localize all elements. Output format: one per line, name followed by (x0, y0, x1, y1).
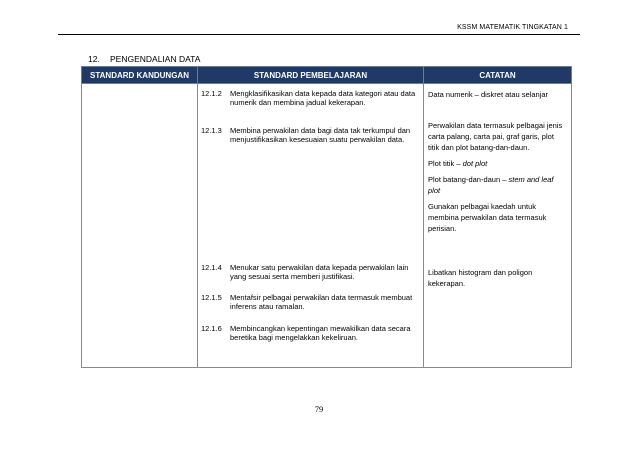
table-header-row (82, 67, 572, 84)
standards-table (81, 66, 572, 368)
sp-code: 12.1.5 (201, 293, 222, 302)
sp-text: Membina perwakilan data bagi data tak terkumpul dan menjustifikasikan kesesuaian suatu perwakilan data. (230, 126, 411, 145)
catatan-note-italic: dot plot (462, 159, 488, 168)
catatan-note-italic: stem and leaf plot (428, 175, 554, 195)
sp-text: Mengklasifikasikan data kepada data kategori atau data numerik dan membina jadual kekerapan. (230, 89, 416, 108)
page-number: 79 (314, 404, 324, 414)
header-standard-pembelajaran: STANDARD PEMBELAJARAN (198, 67, 424, 84)
sp-text: Membincangkan kepentingan mewakilkan data secara beretika bagi mengelakkan kekeliruan. (230, 324, 411, 343)
catatan-note-text: Plot batang-dan-daun – (428, 175, 509, 184)
catatan-note (428, 158, 567, 169)
sp-item-12-1-3 (198, 126, 423, 263)
catatan-note: Libatkan histogram dan poligon kekerapan. (428, 268, 533, 288)
header-rule (58, 34, 580, 35)
header-standard-kandungan: STANDARD KANDUNGAN (82, 67, 198, 84)
standard-pembelajaran-cell (198, 84, 424, 368)
section-title (88, 54, 200, 64)
sp-code: 12.1.2 (201, 89, 222, 98)
sp-item-12-1-2 (198, 89, 423, 126)
section-title-text: PENGENDALIAN DATA (110, 54, 201, 64)
standard-kandungan-cell (82, 84, 198, 368)
sp-code: 12.1.4 (201, 263, 222, 272)
sp-item-12-1-5 (198, 293, 423, 324)
sp-item-12-1-4 (198, 263, 423, 293)
catatan-note: Gunakan pelbagai kaedah untuk membina perwakilan data termasuk perisian. (428, 202, 547, 233)
sp-text: Mentafsir pelbagai perwakilan data termasuk membuat inferens atau ramalan. (230, 293, 413, 312)
catatan-note-text: Plot titik – (428, 159, 463, 168)
running-header: KSSM MATEMATIK TINGKATAN 1 (457, 24, 568, 31)
sp-item-12-1-6 (198, 324, 423, 343)
catatan-note (428, 174, 567, 196)
header-catatan: CATATAN (424, 67, 572, 84)
catatan-note: Perwakilan data termasuk pelbagai jenis carta palang, carta pai, graf garis, plot titik dan plot batang-dan-daun. (428, 121, 563, 152)
sp-text: Menukar satu perwakilan data kepada perwakilan lain yang sesuai serta memberi justifikasi. (230, 263, 409, 282)
section-number: 12. (88, 54, 100, 64)
table-row (82, 84, 572, 368)
catatan-note: Data numerik – diskret atau selanjar (428, 90, 549, 99)
sp-code: 12.1.6 (201, 324, 222, 333)
sp-code: 12.1.3 (201, 126, 222, 135)
catatan-cell (424, 84, 572, 368)
